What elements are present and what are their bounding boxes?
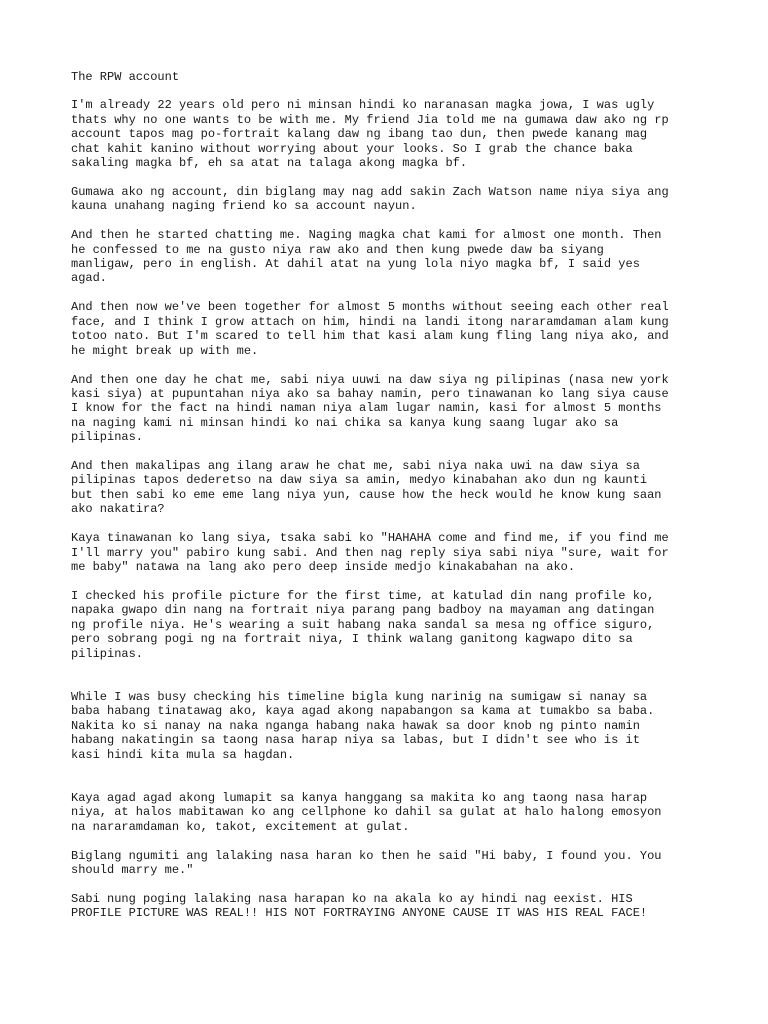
document-title: The RPW account xyxy=(71,70,180,84)
paragraph-4: And then now we've been together for almost 5 months without seeing each other real face, and I think I grow attach on him, hindi na landi itong nararamdaman alam kung totoo nato. But I'm scared to tell him that kasi alam kung fling lang niya ako, and he might break up with me. xyxy=(71,300,669,358)
paragraph-6: And then makalipas ang ilang araw he chat me, sabi niya naka uwi na daw siya sa pilipinas tapos dederetso na daw siya sa amin, medyo kinabahan ako dun ng kaunti but then sabi ko eme eme lang niya yun, cause how the heck would he know kung saan ako nakatira? xyxy=(71,459,662,517)
paragraph-7: Kaya tinawanan ko lang siya, tsaka sabi ko "HAHAHA come and find me, if you find me I'll marry you" pabiro kung sabi. And then nag reply siya sabi niya "sure, wait for me baby" natawa na lang ako pero deep inside medjo kinakabahan na ako. xyxy=(71,531,669,574)
document-page xyxy=(71,70,711,935)
paragraph-3: And then he started chatting me. Naging magka chat kami for almost one month. Then he confessed to me na gusto niya raw ako and then kung pwede daw ba siyang manligaw, pero in english. At dahil atat na yung lola niyo magka bf, I said yes agad. xyxy=(71,228,662,286)
paragraph-1: I'm already 22 years old pero ni minsan hindi ko naranasan magka jowa, I was ugly thats why no one wants to be with me. My friend Jia told me na gumawa daw ako ng rp account tapos mag po-fortrait kalang daw ng ibang tao dun, then pwede kanang mag chat kahit kanino without worrying about your looks. So I grab the chance baka sakaling magka bf, eh sa atat na talaga akong magka bf. xyxy=(71,98,669,171)
paragraph-5: And then one day he chat me, sabi niya uuwi na daw siya ng pilipinas (nasa new york kasi siya) at pupuntahan niya ako sa bahay namin, pero tinawanan ko lang siya cause I know for the fact na hindi naman niya alam lugar namin, kasi for almost 5 months na naging kami ni minsan hindi ko nai chika sa kanya kung saang lugar ako sa pilipinas. xyxy=(71,372,669,445)
paragraph-8: I checked his profile picture for the first time, at katulad din nang profile ko, napaka gwapo din nang na fortrait niya parang pang badboy na mayaman ang datingan ng profile niya. He's wearing a suit habang naka sandal sa mesa ng office siguro, pero sobrang pogi ng na fortrait niya, I think walang ganitong kagwapo dito sa pilipinas. xyxy=(71,588,655,661)
paragraph-10: Kaya agad agad akong lumapit sa kanya hanggang sa makita ko ang taong nasa harap niya, at halos mabitawan ko ang cellphone ko dahil sa gulat at halo halong emosyon na nararamdaman ko, takot, excitement at gulat. xyxy=(71,790,662,834)
paragraph-12: Sabi nung poging lalaking nasa harapan ko na akala ko ay hindi nag eexist. HIS PROFILE PICTURE WAS REAL!! HIS NOT FORTRAYING ANYONE CAUSE IT WAS HIS REAL FACE! xyxy=(71,891,648,921)
paragraph-2: Gumawa ako ng account, din biglang may nag add sakin Zach Watson name niya siya ang kauna unahang naging friend ko sa account nayun. xyxy=(71,184,669,214)
paragraph-11: Biglang ngumiti ang lalaking nasa haran ko then he said "Hi baby, I found you. You should marry me." xyxy=(71,848,662,878)
paragraph-9: While I was busy checking his timeline bigla kung narinig na sumigaw si nanay sa baba habang tinatawag ako, kaya agad akong napabangon sa kama at tumakbo sa baba. Nakita ko si nanay na naka nganga habang naka hawak sa door knob ng pinto namin habang nakatingin sa taong nasa harap niya sa labas, but I didn't see who is it kasi hindi kita mula sa hagdan. xyxy=(71,689,655,762)
